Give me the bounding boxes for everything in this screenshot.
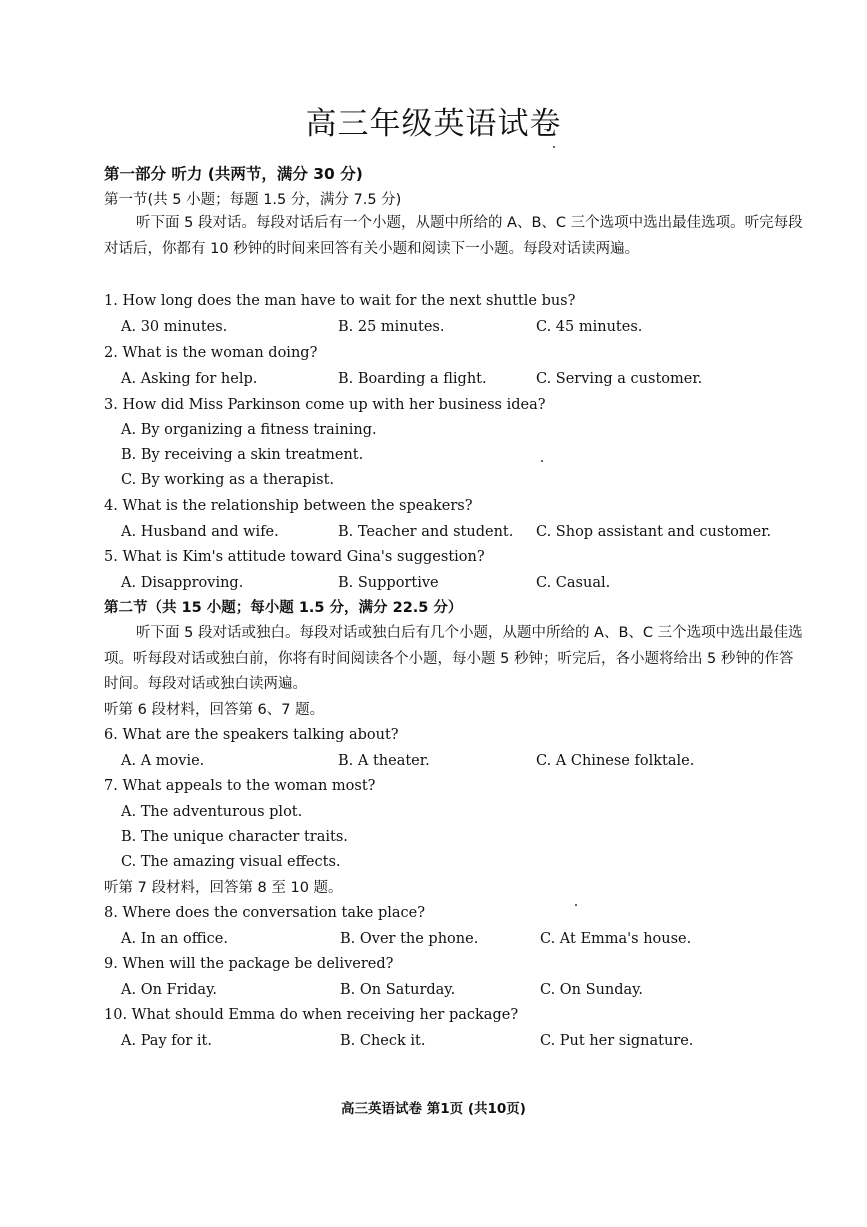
q1-option-b: B. 25 minutes.: [338, 319, 445, 335]
q3-option-b: B. By receiving a skin treatment.: [121, 447, 364, 463]
q7-option-b: B. The unique character traits.: [121, 829, 348, 845]
question-4: 4. What is the relationship between the speakers?: [104, 498, 473, 514]
question-2: 2. What is the woman doing?: [104, 345, 318, 361]
material-6-note: 听第 6 段材料，回答第 6、7 题。: [104, 702, 325, 718]
q5-option-a: A. Disapproving.: [121, 575, 244, 591]
question-8: 8. Where does the conversation take place?: [104, 905, 425, 921]
material-7-note: 听第 7 段材料，回答第 8 至 10 题。: [104, 880, 343, 896]
question-1: 1. How long does the man have to wait for the next shuttle bus?: [104, 293, 576, 309]
question-10: 10. What should Emma do when receiving her package?: [104, 1007, 519, 1023]
scan-speck: [575, 904, 577, 906]
question-5: 5. What is Kim's attitude toward Gina's suggestion?: [104, 549, 485, 565]
q9-option-b: B. On Saturday.: [340, 982, 456, 998]
q10-option-b: B. Check it.: [340, 1033, 426, 1049]
question-6: 6. What are the speakers talking about?: [104, 727, 399, 743]
q1-option-a: A. 30 minutes.: [121, 319, 228, 335]
question-7: 7. What appeals to the woman most?: [104, 778, 376, 794]
q10-option-c: C. Put her signature.: [540, 1033, 694, 1049]
q5-option-b: B. Supportive: [338, 575, 439, 591]
q2-option-b: B. Boarding a flight.: [338, 371, 487, 387]
q6-option-b: B. A theater.: [338, 753, 430, 769]
question-9: 9. When will the package be delivered?: [104, 956, 394, 972]
q6-option-a: A. A movie.: [121, 753, 205, 769]
q9-option-a: A. On Friday.: [121, 982, 217, 998]
q1-option-c: C. 45 minutes.: [536, 319, 643, 335]
sec2-heading: 第二节（共 15 小题；每小题 1.5 分，满分 22.5 分）: [104, 600, 463, 616]
q4-option-a: A. Husband and wife.: [121, 524, 279, 540]
page-footer: 高三英语试卷 第1页 (共10页): [341, 1101, 526, 1117]
part1-heading: 第一部分 听力 (共两节，满分 30 分): [104, 165, 363, 183]
sec1-instructions: 听下面 5 段对话。每段对话后有一个小题，从题中所给的 A、B、C 三个选项中选出最佳选项。听完每段对话后，你都有 10 秒钟的时间来回答有关小题和阅读下一小题。每段对话读两遍。: [104, 215, 803, 257]
q3-option-c: C. By working as a therapist.: [121, 472, 335, 488]
q5-option-c: C. Casual.: [536, 575, 611, 591]
question-3: 3. How did Miss Parkinson come up with her business idea?: [104, 397, 546, 413]
q4-option-b: B. Teacher and student.: [338, 524, 514, 540]
scan-speck: [553, 146, 555, 148]
q2-option-a: A. Asking for help.: [121, 371, 258, 387]
q8-option-c: C. At Emma's house.: [540, 931, 692, 947]
q10-option-a: A. Pay for it.: [121, 1033, 212, 1049]
sec2-instructions: 听下面 5 段对话或独白。每段对话或独白后有几个小题，从题中所给的 A、B、C 三个选项中选出最佳选项。听每段对话或独白前，你将有时间阅读各个小题，每小题 5 秒钟；听完后，各小题将给出 5 秒钟的作答时间。每段对话或独白读两遍。: [104, 625, 803, 692]
scan-speck: [541, 460, 543, 462]
q6-option-c: C. A Chinese folktale.: [536, 753, 695, 769]
q7-option-c: C. The amazing visual effects.: [121, 854, 341, 870]
q8-option-a: A. In an office.: [121, 931, 228, 947]
q3-option-a: A. By organizing a fitness training.: [121, 422, 377, 438]
q7-option-a: A. The adventurous plot.: [121, 804, 303, 820]
q4-option-c: C. Shop assistant and customer.: [536, 524, 772, 540]
sec1-heading: 第一节(共 5 小题；每题 1.5 分，满分 7.5 分): [104, 192, 402, 208]
page-title: 高三年级英语试卷: [305, 106, 562, 142]
q9-option-c: C. On Sunday.: [540, 982, 644, 998]
q8-option-b: B. Over the phone.: [340, 931, 479, 947]
q2-option-c: C. Serving a customer.: [536, 371, 703, 387]
